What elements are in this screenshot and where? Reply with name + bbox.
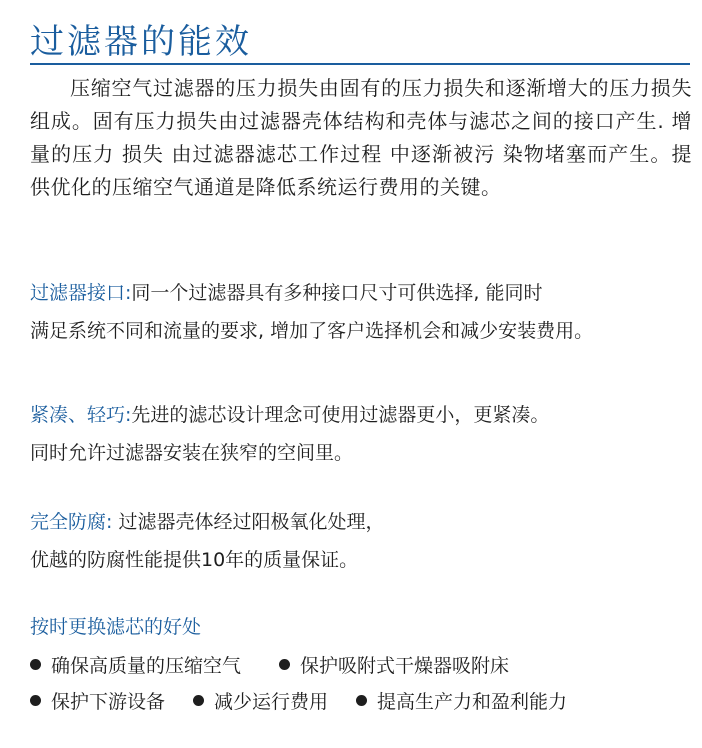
benefits-list [30,646,690,718]
feature-compact-text-1: 先进的滤芯设计理念可使用过滤器更小，更紧凑。 [131,404,550,426]
feature-anticorrosion-text-2: 优越的防腐性能提供10年的质量保证。 [30,549,359,571]
feature-interface [30,274,690,350]
feature-anticorrosion-line-1 [30,503,690,541]
intro-paragraph: 压缩空气过滤器的压力损失由固有的压力损失和逐渐增大的压力损失组成。固有压力损失由过滤器壳体结构和壳体与滤芯之间的接口产生. 增 量的压力 损失 由过滤器滤芯工作过程 中逐渐被污 染物堵塞而产生。提供优化的压缩空气通道是降低系统运行费用的关键。 [30,76,692,199]
feature-interface-line-1 [30,274,690,312]
benefit-item-label: 保护吸附式干燥器吸附床 [300,654,510,677]
feature-compact-label: 紧凑、轻巧: [30,404,132,426]
feature-compact [30,396,690,472]
benefits-title: 按时更换滤芯的好处 [30,616,202,638]
page-title: 过滤器的能效 [30,22,252,62]
bullet-icon [279,659,290,670]
bullet-icon [193,695,204,706]
feature-anticorrosion [30,503,690,579]
benefit-item [30,687,165,714]
title-underline [30,63,690,65]
benefits-row [30,682,690,718]
benefit-item [356,687,567,714]
feature-interface-text-1: 同一个过滤器具有多种接口尺寸可供选择, 能同时 [131,282,543,304]
feature-anticorrosion-label: 完全防腐: [30,511,113,533]
feature-interface-text-2: 满足系统不同和流量的要求, 增加了客户选择机会和减少安装费用。 [30,320,594,342]
benefit-item [193,687,328,714]
feature-compact-line-1 [30,396,690,434]
benefit-item-label: 减少运行费用 [214,690,329,713]
benefit-item [279,651,509,678]
bullet-icon [30,659,41,670]
feature-compact-text-2: 同时允许过滤器安装在狭窄的空间里。 [30,442,354,464]
benefit-item-label: 保护下游设备 [51,690,166,713]
benefit-item-label: 提高生产力和盈利能力 [377,690,568,713]
feature-interface-label: 过滤器接口: [30,282,132,304]
bullet-icon [30,695,41,706]
bullet-icon [356,695,367,706]
benefit-item [30,651,241,678]
benefit-item-label: 确保高质量的压缩空气 [51,654,242,677]
feature-anticorrosion-text-1: 过滤器壳体经过阳极氧化处理， [112,511,385,533]
benefits-row [30,646,690,682]
